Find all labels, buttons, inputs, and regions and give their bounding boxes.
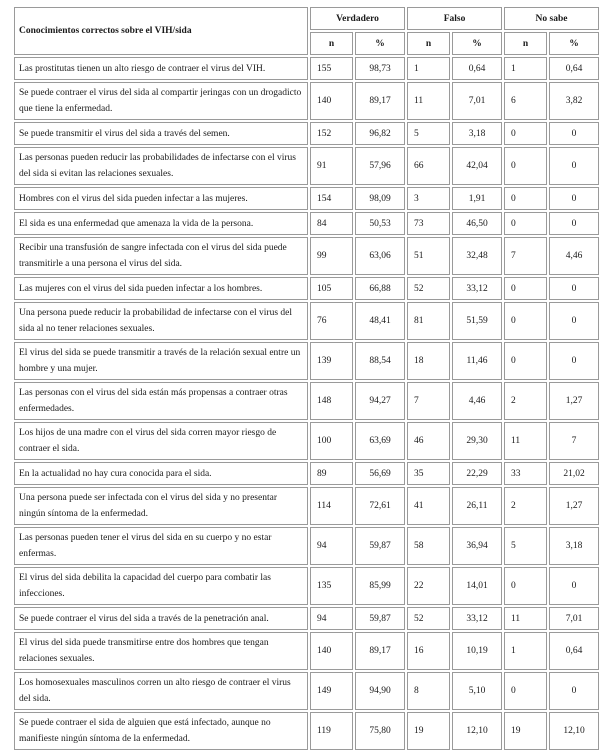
- falso-n-cell: 81: [407, 302, 450, 340]
- verdadero-pct-cell: 63,06: [355, 237, 405, 275]
- verdadero-n-cell: 119: [310, 712, 353, 750]
- verdadero-n-cell: 155: [310, 57, 353, 80]
- table-row: [14, 147, 599, 185]
- falso-pct-cell: 29,30: [452, 422, 502, 460]
- statement-cell: Se puede transmitir el virus del sida a través del semen.: [14, 122, 308, 145]
- no-sabe-pct-header: %: [549, 32, 599, 55]
- topic-header: Conocimientos correctos sobre el VIH/sida: [14, 7, 308, 55]
- falso-pct-cell: 7,01: [452, 82, 502, 120]
- verdadero-header: Verdadero: [310, 7, 405, 30]
- no-sabe-pct-cell: 1,27: [549, 382, 599, 420]
- falso-n-cell: 3: [407, 187, 450, 210]
- verdadero-pct-cell: 66,88: [355, 277, 405, 300]
- statement-cell: Los homosexuales masculinos corren un alto riesgo de contraer el virus del sida.: [14, 672, 308, 710]
- verdadero-pct-cell: 59,87: [355, 527, 405, 565]
- no-sabe-pct-cell: 0,64: [549, 632, 599, 670]
- no-sabe-pct-cell: 0: [549, 567, 599, 605]
- statement-cell: Las mujeres con el virus del sida pueden infectar a los hombres.: [14, 277, 308, 300]
- falso-n-cell: 52: [407, 277, 450, 300]
- table-row: [14, 672, 599, 710]
- falso-n-header: n: [407, 32, 450, 55]
- table-row: [14, 187, 599, 210]
- no-sabe-pct-cell: 4,46: [549, 237, 599, 275]
- verdadero-pct-cell: 98,09: [355, 187, 405, 210]
- no-sabe-pct-cell: 0: [549, 342, 599, 380]
- table-row: [14, 462, 599, 485]
- no-sabe-n-cell: 1: [504, 632, 547, 670]
- falso-n-cell: 66: [407, 147, 450, 185]
- verdadero-pct-cell: 89,17: [355, 632, 405, 670]
- table-row: [14, 277, 599, 300]
- verdadero-n-header: n: [310, 32, 353, 55]
- verdadero-n-cell: 76: [310, 302, 353, 340]
- verdadero-pct-cell: 94,27: [355, 382, 405, 420]
- falso-pct-cell: 32,48: [452, 237, 502, 275]
- no-sabe-n-cell: 11: [504, 422, 547, 460]
- no-sabe-pct-cell: 0: [549, 672, 599, 710]
- statement-cell: El virus del sida debilita la capacidad del cuerpo para combatir las infecciones.: [14, 567, 308, 605]
- verdadero-n-cell: 99: [310, 237, 353, 275]
- verdadero-n-cell: 135: [310, 567, 353, 605]
- table-row: [14, 82, 599, 120]
- falso-pct-cell: 0,64: [452, 57, 502, 80]
- falso-pct-cell: 4,46: [452, 382, 502, 420]
- no-sabe-header: No sabe: [504, 7, 599, 30]
- falso-pct-cell: 33,12: [452, 607, 502, 630]
- falso-pct-cell: 3,18: [452, 122, 502, 145]
- verdadero-pct-cell: 50,53: [355, 212, 405, 235]
- no-sabe-n-cell: 0: [504, 212, 547, 235]
- no-sabe-n-cell: 7: [504, 237, 547, 275]
- falso-n-cell: 19: [407, 712, 450, 750]
- no-sabe-n-cell: 19: [504, 712, 547, 750]
- falso-pct-cell: 33,12: [452, 277, 502, 300]
- falso-n-cell: 1: [407, 57, 450, 80]
- table-row: [14, 607, 599, 630]
- falso-n-cell: 73: [407, 212, 450, 235]
- table-row: [14, 487, 599, 525]
- verdadero-pct-header: %: [355, 32, 405, 55]
- falso-pct-cell: 14,01: [452, 567, 502, 605]
- falso-pct-cell: 26,11: [452, 487, 502, 525]
- no-sabe-pct-cell: 0,64: [549, 57, 599, 80]
- verdadero-n-cell: 94: [310, 607, 353, 630]
- verdadero-n-cell: 148: [310, 382, 353, 420]
- statement-cell: Hombres con el virus del sida pueden infectar a las mujeres.: [14, 187, 308, 210]
- statement-cell: Recibir una transfusión de sangre infectada con el virus del sida puede transmitirle a una persona el virus del sida.: [14, 237, 308, 275]
- table-row: [14, 57, 599, 80]
- no-sabe-pct-cell: 7,01: [549, 607, 599, 630]
- no-sabe-n-cell: 0: [504, 187, 547, 210]
- verdadero-n-cell: 84: [310, 212, 353, 235]
- verdadero-n-cell: 140: [310, 632, 353, 670]
- falso-n-cell: 52: [407, 607, 450, 630]
- no-sabe-n-cell: 2: [504, 487, 547, 525]
- statement-cell: Se puede contraer el virus del sida al compartir jeringas con un drogadicto que tiene la enfermedad.: [14, 82, 308, 120]
- verdadero-pct-cell: 98,73: [355, 57, 405, 80]
- falso-pct-cell: 46,50: [452, 212, 502, 235]
- falso-pct-header: %: [452, 32, 502, 55]
- no-sabe-pct-cell: 0: [549, 147, 599, 185]
- falso-n-cell: 22: [407, 567, 450, 605]
- statement-cell: Los hijos de una madre con el virus del sida corren mayor riesgo de contraer el sida.: [14, 422, 308, 460]
- falso-n-cell: 51: [407, 237, 450, 275]
- table-row: [14, 632, 599, 670]
- no-sabe-n-cell: 11: [504, 607, 547, 630]
- falso-pct-cell: 22,29: [452, 462, 502, 485]
- falso-pct-cell: 10,19: [452, 632, 502, 670]
- verdadero-pct-cell: 57,96: [355, 147, 405, 185]
- no-sabe-n-cell: 33: [504, 462, 547, 485]
- verdadero-n-cell: 91: [310, 147, 353, 185]
- no-sabe-n-cell: 0: [504, 277, 547, 300]
- table-row: [14, 567, 599, 605]
- table-row: [14, 302, 599, 340]
- falso-header: Falso: [407, 7, 502, 30]
- statement-cell: Las personas pueden tener el virus del sida en su cuerpo y no estar enfermas.: [14, 527, 308, 565]
- table-row: [14, 212, 599, 235]
- no-sabe-pct-cell: 0: [549, 122, 599, 145]
- no-sabe-n-cell: 2: [504, 382, 547, 420]
- falso-n-cell: 18: [407, 342, 450, 380]
- falso-n-cell: 7: [407, 382, 450, 420]
- statement-cell: Una persona puede reducir la probabilidad de infectarse con el virus del sida al no tener relaciones sexuales.: [14, 302, 308, 340]
- falso-n-cell: 16: [407, 632, 450, 670]
- falso-pct-cell: 12,10: [452, 712, 502, 750]
- table-row: [14, 237, 599, 275]
- falso-n-cell: 8: [407, 672, 450, 710]
- table-body: [14, 57, 599, 750]
- verdadero-pct-cell: 63,69: [355, 422, 405, 460]
- falso-pct-cell: 5,10: [452, 672, 502, 710]
- statement-cell: El virus del sida se puede transmitir a través de la relación sexual entre un hombre y una mujer.: [14, 342, 308, 380]
- falso-n-cell: 5: [407, 122, 450, 145]
- falso-n-cell: 46: [407, 422, 450, 460]
- statement-cell: Se puede contraer el virus del sida a través de la penetración anal.: [14, 607, 308, 630]
- verdadero-n-cell: 140: [310, 82, 353, 120]
- statement-cell: Las personas con el virus del sida están más propensas a contraer otras enfermedades.: [14, 382, 308, 420]
- verdadero-pct-cell: 56,69: [355, 462, 405, 485]
- knowledge-table: [12, 5, 601, 752]
- statement-cell: Las prostitutas tienen un alto riesgo de contraer el virus del VIH.: [14, 57, 308, 80]
- table-row: [14, 712, 599, 750]
- no-sabe-pct-cell: 7: [549, 422, 599, 460]
- verdadero-pct-cell: 94,90: [355, 672, 405, 710]
- no-sabe-pct-cell: 0: [549, 212, 599, 235]
- no-sabe-n-cell: 0: [504, 342, 547, 380]
- table-row: [14, 342, 599, 380]
- no-sabe-n-header: n: [504, 32, 547, 55]
- no-sabe-n-cell: 0: [504, 122, 547, 145]
- no-sabe-pct-cell: 21,02: [549, 462, 599, 485]
- falso-pct-cell: 36,94: [452, 527, 502, 565]
- verdadero-n-cell: 139: [310, 342, 353, 380]
- statement-cell: Las personas pueden reducir las probabilidades de infectarse con el virus del sida si evitan las relaciones sexuales.: [14, 147, 308, 185]
- no-sabe-pct-cell: 0: [549, 302, 599, 340]
- verdadero-pct-cell: 96,82: [355, 122, 405, 145]
- no-sabe-pct-cell: 12,10: [549, 712, 599, 750]
- statement-cell: El virus del sida puede transmitirse entre dos hombres que tengan relaciones sexuales.: [14, 632, 308, 670]
- no-sabe-n-cell: 1: [504, 57, 547, 80]
- falso-pct-cell: 1,91: [452, 187, 502, 210]
- statement-cell: Se puede contraer el sida de alguien que está infectado, aunque no manifieste ningún síntoma de la enfermedad.: [14, 712, 308, 750]
- verdadero-n-cell: 114: [310, 487, 353, 525]
- no-sabe-n-cell: 0: [504, 567, 547, 605]
- verdadero-pct-cell: 85,99: [355, 567, 405, 605]
- table-row: [14, 527, 599, 565]
- no-sabe-pct-cell: 0: [549, 187, 599, 210]
- verdadero-n-cell: 100: [310, 422, 353, 460]
- statement-cell: En la actualidad no hay cura conocida para el sida.: [14, 462, 308, 485]
- no-sabe-n-cell: 0: [504, 672, 547, 710]
- falso-pct-cell: 51,59: [452, 302, 502, 340]
- no-sabe-n-cell: 0: [504, 147, 547, 185]
- verdadero-pct-cell: 89,17: [355, 82, 405, 120]
- no-sabe-pct-cell: 3,82: [549, 82, 599, 120]
- verdadero-pct-cell: 59,87: [355, 607, 405, 630]
- verdadero-n-cell: 152: [310, 122, 353, 145]
- no-sabe-n-cell: 5: [504, 527, 547, 565]
- verdadero-pct-cell: 88,54: [355, 342, 405, 380]
- statement-cell: El sida es una enfermedad que amenaza la vida de la persona.: [14, 212, 308, 235]
- no-sabe-n-cell: 6: [504, 82, 547, 120]
- verdadero-pct-cell: 75,80: [355, 712, 405, 750]
- table-row: [14, 422, 599, 460]
- no-sabe-pct-cell: 1,27: [549, 487, 599, 525]
- falso-pct-cell: 11,46: [452, 342, 502, 380]
- falso-n-cell: 41: [407, 487, 450, 525]
- falso-n-cell: 35: [407, 462, 450, 485]
- verdadero-n-cell: 105: [310, 277, 353, 300]
- verdadero-pct-cell: 48,41: [355, 302, 405, 340]
- statement-cell: Una persona puede ser infectada con el virus del sida y no presentar ningún síntoma de la enfermedad.: [14, 487, 308, 525]
- no-sabe-n-cell: 0: [504, 302, 547, 340]
- verdadero-n-cell: 94: [310, 527, 353, 565]
- falso-n-cell: 58: [407, 527, 450, 565]
- table-row: [14, 382, 599, 420]
- verdadero-pct-cell: 72,61: [355, 487, 405, 525]
- falso-n-cell: 11: [407, 82, 450, 120]
- table-row: [14, 122, 599, 145]
- falso-pct-cell: 42,04: [452, 147, 502, 185]
- no-sabe-pct-cell: 0: [549, 277, 599, 300]
- verdadero-n-cell: 89: [310, 462, 353, 485]
- verdadero-n-cell: 154: [310, 187, 353, 210]
- no-sabe-pct-cell: 3,18: [549, 527, 599, 565]
- verdadero-n-cell: 149: [310, 672, 353, 710]
